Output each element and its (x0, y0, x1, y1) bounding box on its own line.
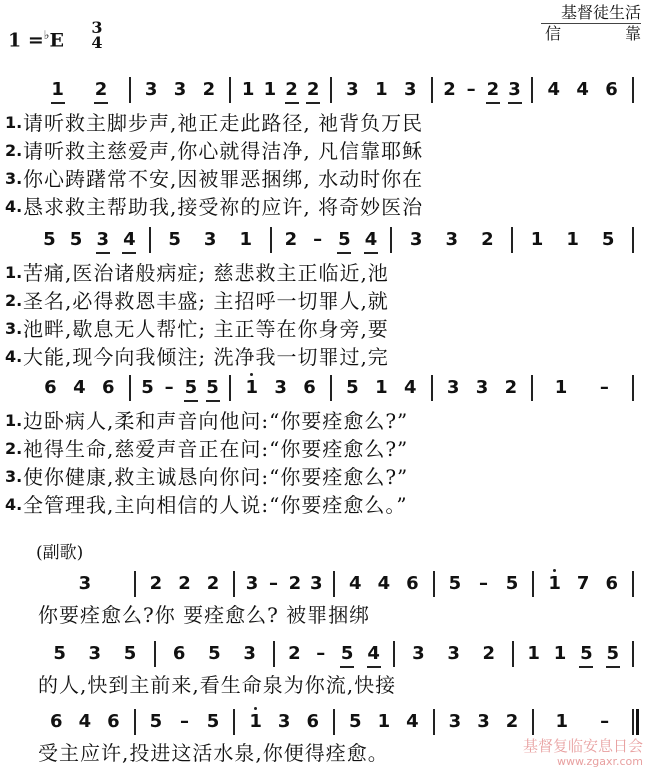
note: 5 (123, 643, 137, 664)
note: 2 (288, 643, 301, 664)
bar-line (333, 571, 335, 597)
beam-underline (508, 102, 522, 104)
lyric-text: 全管理我,主向相信的人说:“你要痊愈么。” (23, 493, 408, 517)
note: 1 (375, 377, 388, 398)
beam-underline (96, 252, 110, 254)
notation-row (0, 374, 649, 402)
note: 3 (447, 643, 460, 664)
note: 3 (203, 229, 217, 250)
note: 5 (168, 229, 181, 250)
time-top: 3 (91, 18, 103, 37)
note: 2 (505, 711, 519, 732)
key-signature (8, 28, 64, 51)
note: 3 (310, 573, 323, 594)
note: 3 (445, 229, 459, 250)
note: 4 (123, 229, 136, 250)
verse-number: 4. (5, 347, 23, 366)
flat-sign: ♭ (43, 28, 50, 42)
high-octave-dot (553, 569, 556, 572)
bar-line (632, 77, 634, 103)
note: 5 (43, 229, 56, 250)
note: – (164, 377, 174, 398)
verse-number: 2. (5, 141, 23, 160)
note: 2 (94, 79, 108, 100)
bar-line (273, 641, 275, 667)
note: 2 (504, 377, 518, 398)
note: 3 (245, 573, 259, 594)
note: 4 (377, 573, 391, 594)
bar-line (149, 227, 151, 253)
beam-underline (337, 252, 351, 254)
note: – (466, 79, 476, 100)
final-barline (636, 709, 639, 735)
notation-row (0, 76, 649, 104)
note: 2 (149, 573, 163, 594)
note: 4 (349, 573, 362, 594)
watermark (523, 738, 643, 770)
note: 5 (338, 229, 351, 250)
beam-underline (122, 252, 136, 254)
note: 1 (377, 711, 391, 732)
note: 3 (144, 79, 158, 100)
note: 3 (173, 79, 187, 100)
note: 3 (412, 643, 425, 664)
note: 4 (576, 79, 589, 100)
bar-line (134, 709, 136, 735)
note: 1 (241, 79, 255, 100)
verse-number: 1. (5, 263, 23, 282)
note: 3 (448, 711, 462, 732)
note: 3 (277, 711, 291, 732)
note: 6 (101, 377, 115, 398)
bar-line (333, 709, 335, 735)
key-prefix: 1 = (8, 29, 44, 52)
lyric-text: 你要痊愈么?你 要痊愈么? 被罪捆绑 (38, 603, 371, 627)
note: 5 (184, 377, 198, 398)
lyric-text: 恳求救主帮助我,接受祢的应许, 将奇妙医治 (23, 195, 424, 219)
verse-number: 2. (5, 439, 23, 458)
note: 2 (306, 79, 320, 100)
note: 4 (406, 711, 419, 732)
beam-underline (285, 102, 299, 104)
note: 5 (206, 711, 220, 732)
lyric-text: 请听救主脚步声,祂正走此路径, 祂背负万民 (23, 111, 424, 135)
bar-line (531, 77, 533, 103)
note: 4 (547, 79, 561, 100)
credit-char-2: 靠 (624, 24, 641, 43)
credit-char-1: 信 (545, 24, 562, 43)
note: 4 (364, 229, 378, 250)
note: 4 (73, 377, 86, 398)
verse-number: 3. (5, 467, 23, 486)
bar-line (393, 641, 395, 667)
bar-line (632, 227, 634, 253)
note: 5 (346, 377, 359, 398)
note: 3 (475, 377, 489, 398)
chorus-label: (副歌) (36, 543, 84, 563)
verse-number: 4. (5, 495, 23, 514)
lyric-text: 圣名,必得救恩丰盛; 主招呼一切罪人,就 (23, 289, 389, 313)
lyric-text: 边卧病人,柔和声音向他问:“你要痊愈么?” (23, 409, 409, 433)
note: 6 (107, 711, 120, 732)
beam-underline (579, 666, 593, 668)
lyric-text: 池畔,歇息无人帮忙; 主正等在你身旁,要 (23, 317, 389, 341)
time-signature (89, 20, 105, 50)
credits (541, 3, 641, 44)
note: 6 (605, 79, 618, 100)
note: – (479, 573, 488, 594)
note: – (180, 711, 189, 732)
credit-title: 基督徒生活 (560, 3, 641, 22)
bar-line (233, 571, 235, 597)
beam-underline (306, 102, 320, 104)
bar-line (632, 709, 634, 735)
note: 5 (448, 573, 462, 594)
note: 1 (249, 711, 262, 732)
verse-number: 2. (5, 291, 23, 310)
note: 2 (486, 79, 500, 100)
note: 6 (50, 711, 63, 732)
note: 3 (274, 377, 287, 398)
note: 3 (508, 79, 521, 100)
note: 5 (53, 643, 66, 664)
note: 5 (349, 711, 362, 732)
note: 1 (245, 377, 259, 398)
bar-line (632, 571, 634, 597)
bar-line (632, 375, 634, 401)
note: 6 (406, 573, 419, 594)
verse-number: 4. (5, 197, 23, 216)
bar-line (154, 641, 156, 667)
bar-line (532, 709, 534, 735)
note: 2 (288, 573, 302, 594)
bar-line (270, 227, 272, 253)
note: 5 (505, 573, 519, 594)
beam-underline (51, 102, 65, 104)
note: 3 (243, 643, 256, 664)
note: 1 (553, 643, 567, 664)
note: 2 (206, 573, 220, 594)
verse-number: 3. (5, 319, 23, 338)
note: 3 (409, 229, 423, 250)
note: 1 (375, 79, 388, 100)
watermark-line2: www.zgaxr.com (557, 755, 643, 768)
note: 5 (340, 643, 354, 664)
notation-row (0, 570, 649, 598)
bar-line (134, 571, 136, 597)
bar-line (129, 375, 131, 401)
beam-underline (606, 666, 620, 668)
verse-number: 3. (5, 169, 23, 188)
note: 5 (149, 711, 163, 732)
note: 1 (527, 643, 540, 664)
bar-line (330, 375, 332, 401)
note: 3 (477, 711, 490, 732)
note: 5 (606, 643, 620, 664)
note: 5 (580, 643, 593, 664)
note: 1 (239, 229, 253, 250)
note: 1 (555, 711, 569, 732)
bar-line (511, 227, 513, 253)
note: – (599, 377, 609, 398)
note: 1 (566, 229, 579, 250)
note: 4 (367, 643, 380, 664)
bar-line (390, 227, 392, 253)
notation-row (0, 640, 649, 668)
bar-line (233, 709, 235, 735)
time-bottom: 4 (91, 33, 103, 52)
notation-row (0, 226, 649, 254)
beam-underline (206, 400, 220, 402)
watermark-line1: 基督复临安息日会 (522, 737, 643, 755)
lyric-text: 的人,快到主前来,看生命泉为你流,快接 (38, 673, 397, 697)
note: 5 (69, 229, 83, 250)
note: 2 (285, 79, 298, 100)
note: – (268, 573, 278, 594)
note: 5 (208, 643, 221, 664)
bar-line (632, 641, 634, 667)
note: 3 (346, 79, 359, 100)
note: 2 (481, 229, 494, 250)
note: 1 (548, 573, 561, 594)
note: 7 (576, 573, 590, 594)
note: 1 (263, 79, 277, 100)
note: – (313, 229, 323, 250)
lyric-text: 请听救主慈爱声,你心就得洁净, 凡信靠耶稣 (23, 139, 424, 163)
verse-number: 1. (5, 411, 23, 430)
lyric-text: 祂得生命,慈爱声音正在问:“你要痊愈么?” (23, 437, 409, 461)
note: 6 (605, 573, 618, 594)
bar-line (532, 571, 534, 597)
note: 3 (88, 643, 102, 664)
bar-line (330, 77, 332, 103)
note: 3 (403, 79, 417, 100)
note: 3 (96, 229, 110, 250)
lyric-text: 苦痛,医治诸般病症; 慈悲救主正临近,池 (23, 261, 389, 285)
beam-underline (486, 102, 500, 104)
note: 3 (446, 377, 460, 398)
note: 2 (284, 229, 298, 250)
bar-line (229, 77, 231, 103)
beam-underline (367, 666, 381, 668)
bar-line (129, 77, 131, 103)
high-octave-dot (254, 707, 257, 710)
note: 6 (44, 377, 57, 398)
bar-line (431, 375, 433, 401)
lyric-text: 大能,现今向我倾注; 洗净我一切罪过,完 (23, 345, 389, 369)
beam-underline (364, 252, 378, 254)
note: 3 (78, 573, 92, 594)
verse-number: 1. (5, 113, 23, 132)
note: 1 (554, 377, 568, 398)
note: 5 (601, 229, 615, 250)
note: 1 (530, 229, 544, 250)
note: 6 (172, 643, 186, 664)
key-letter: E (49, 29, 64, 52)
bar-line (512, 641, 514, 667)
bar-line (433, 709, 435, 735)
bar-line (531, 375, 533, 401)
notation-row (0, 708, 649, 736)
lyric-text: 使你健康,救主诚恳向你问:“你要痊愈么?” (23, 465, 409, 489)
note: 2 (443, 79, 456, 100)
note: 1 (51, 79, 64, 100)
note: – (316, 643, 326, 664)
lyric-text: 你心踌躇常不安,因被罪恶捆绑, 水动时你在 (23, 167, 424, 191)
lyric-text: 受主应许,投进这活水泉,你便得痊愈。 (38, 741, 389, 765)
bar-line (229, 375, 231, 401)
beam-underline (340, 666, 354, 668)
note: – (600, 711, 610, 732)
credit-line (545, 24, 641, 44)
note: 2 (482, 643, 496, 664)
note: 2 (202, 79, 216, 100)
note: 6 (306, 711, 319, 732)
note: 4 (403, 377, 417, 398)
bar-line (431, 77, 433, 103)
beam-underline (94, 102, 108, 104)
beam-underline (184, 400, 198, 402)
high-octave-dot (250, 373, 253, 376)
note: 5 (141, 377, 154, 398)
note: 4 (78, 711, 92, 732)
note: 5 (206, 377, 219, 398)
note: 6 (303, 377, 316, 398)
bar-line (433, 571, 435, 597)
note: 2 (178, 573, 191, 594)
